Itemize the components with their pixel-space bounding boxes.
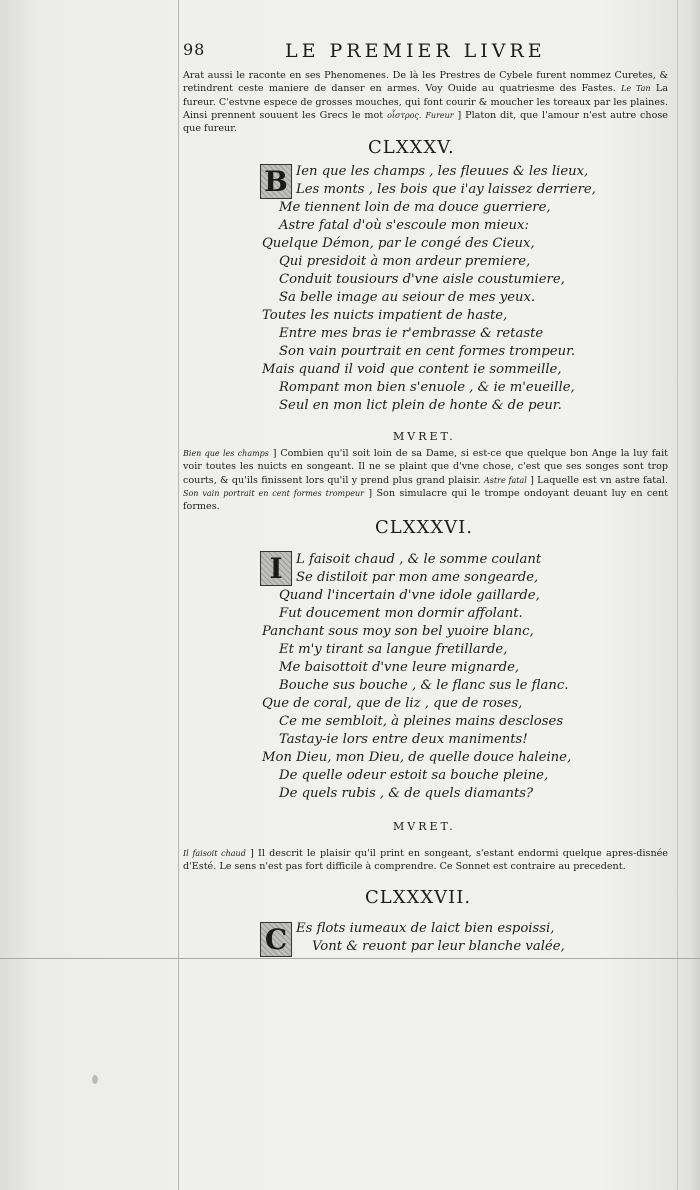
intro-text-2: La fureur. C'estvne espece de grosses mouches, qui font courir & moucher les toreaux par les plaines. Ainsi prennent souuent les Grecs le mot (183, 83, 668, 121)
verse-line: Son vain pourtrait en cent formes trompeur. (279, 344, 576, 359)
verse-line: De quelle odeur estoit sa bouche pleine, (279, 768, 549, 783)
sonnet-number: CLXXXVI. (375, 517, 473, 538)
commentary-text: ] Laquelle est vn astre fatal. (530, 474, 668, 486)
verse-line: Vont & reuont par leur blanche valée, (312, 939, 565, 954)
drop-cap-initial: B (260, 164, 292, 199)
verse-line: Qui presidoit à mon ardeur premiere, (279, 254, 531, 269)
verse-line: Sa belle image au seiour de mes yeux. (279, 290, 536, 305)
verse-line: Mais quand il void que content ie sommeille, (262, 362, 562, 377)
lemma-label: Bien que les champs (183, 449, 269, 458)
lemma-label: Astre fatal (484, 475, 527, 485)
verse-line: Mon Dieu, mon Dieu, de quelle douce haleine, (262, 750, 572, 765)
verse-line: Les monts , les bois que i'ay laissez derriere, (296, 182, 596, 197)
verse-line: L faisoit chaud , & le somme coulant (296, 552, 542, 567)
verse-line: Es flots iumeaux de laict bien espoissi, (296, 921, 555, 936)
verse-line: Rompant mon bien s'enuole , & ie m'eueille, (279, 380, 575, 395)
page-number: 98 (183, 40, 206, 59)
intro-text-3: ] Platon dit, que l'amour n'est autre chose que fureur. (183, 109, 668, 135)
intro-commentary (183, 69, 668, 135)
verse-line: Toutes les nuicts impatient de haste, (262, 308, 508, 323)
verse-line: Astre fatal d'où s'escoule mon mieux: (279, 218, 529, 233)
verse-line: Me tiennent loin de ma douce guerriere, (279, 200, 551, 215)
verse-line: Fut doucement mon dormir affolant. (279, 606, 523, 621)
sonnet-number: CLXXXV. (368, 137, 455, 158)
commentary-186 (183, 847, 668, 874)
verse-line: Et m'y tirant sa langue fretillarde, (279, 642, 508, 657)
paper-speck (92, 1075, 98, 1084)
verse-line: Ce me sembloit, à pleines mains descloses (279, 714, 564, 729)
lemma-label: Il faisoit chaud (183, 849, 246, 858)
verse-line: Conduit tousiours d'vne aisle coustumiere, (279, 272, 565, 287)
verse-line: Se distiloit par mon ame songearde, (296, 570, 539, 585)
lemma-label: Son vain portrait en cent formes trompeur (183, 488, 364, 498)
fold-line-vertical-right (677, 0, 678, 1190)
commentary-heading: MVRET. (393, 820, 456, 833)
verse-line: De quels rubis , & de quels diamants? (279, 786, 534, 801)
verse-line: Quelque Démon, par le congé des Cieux, (262, 236, 535, 251)
verse-line: Seul en mon lict plein de honte & de peur. (279, 398, 562, 413)
commentary-heading: MVRET. (393, 430, 456, 443)
drop-cap-initial: C (260, 922, 292, 957)
verse-line: Entre mes bras ie r'embrasse & retaste (279, 326, 544, 341)
lemma-label: Le Tan (621, 84, 651, 94)
drop-cap-initial: I (260, 551, 292, 586)
verse-line: Tastay-ie lors entre deux maniments! (279, 732, 528, 747)
verse-line: Bouche sus bouche , & le flanc sus le flanc. (279, 678, 569, 693)
running-title: LE PREMIER LIVRE (285, 40, 546, 62)
commentary-185 (183, 447, 668, 513)
verse-line: Que de coral, que de liz , que de roses, (262, 696, 523, 711)
sonnet-number: CLXXXVII. (365, 887, 472, 908)
verse-line: Panchant sous moy son bel yuoire blanc, (262, 624, 534, 639)
verse-line: Quand l'incertain d'vne idole gaillarde, (279, 588, 540, 603)
fold-line-vertical (178, 0, 179, 1190)
commentary-text: ] Son simulacre qui le trompe ondoyant deuant luy en cent formes. (183, 487, 668, 513)
lemma-label: Fureur (425, 110, 454, 120)
commentary-text: ] Combien qu'il soit loin de sa Dame, si est-ce que quelque bon Ange la luy fait voir toutes les nuicts en songeant. Il ne se plaint que d'vne chose, c'est que ses songes sont trop courts, & qu'ils finissent lors qu'il y prend plus grand plaisir. (183, 448, 668, 486)
intro-text-1: Arat aussi le raconte en ses Phenomenes. De là les Prestres de Cybele furent nommez Curetes, & retindrent ceste maniere de danser en armes. Voy Ouide au quatriesme des Fastes. (183, 70, 668, 95)
verse-line: Me baisottoit d'vne leure mignarde, (279, 660, 520, 675)
commentary-text: ] Il descrit le plaisir qu'il print en songeant, s'estant endormi quelque apres-disnée d'Esté. Le sens n'est pas fort difficile à comprendre. Ce Sonnet est contraire au precedent. (183, 848, 668, 873)
fold-line-horizontal (0, 958, 700, 959)
verse-line: Ien que les champs , les fleuues & les lieux, (296, 164, 589, 179)
greek-word: οἶστρος. (387, 110, 422, 120)
